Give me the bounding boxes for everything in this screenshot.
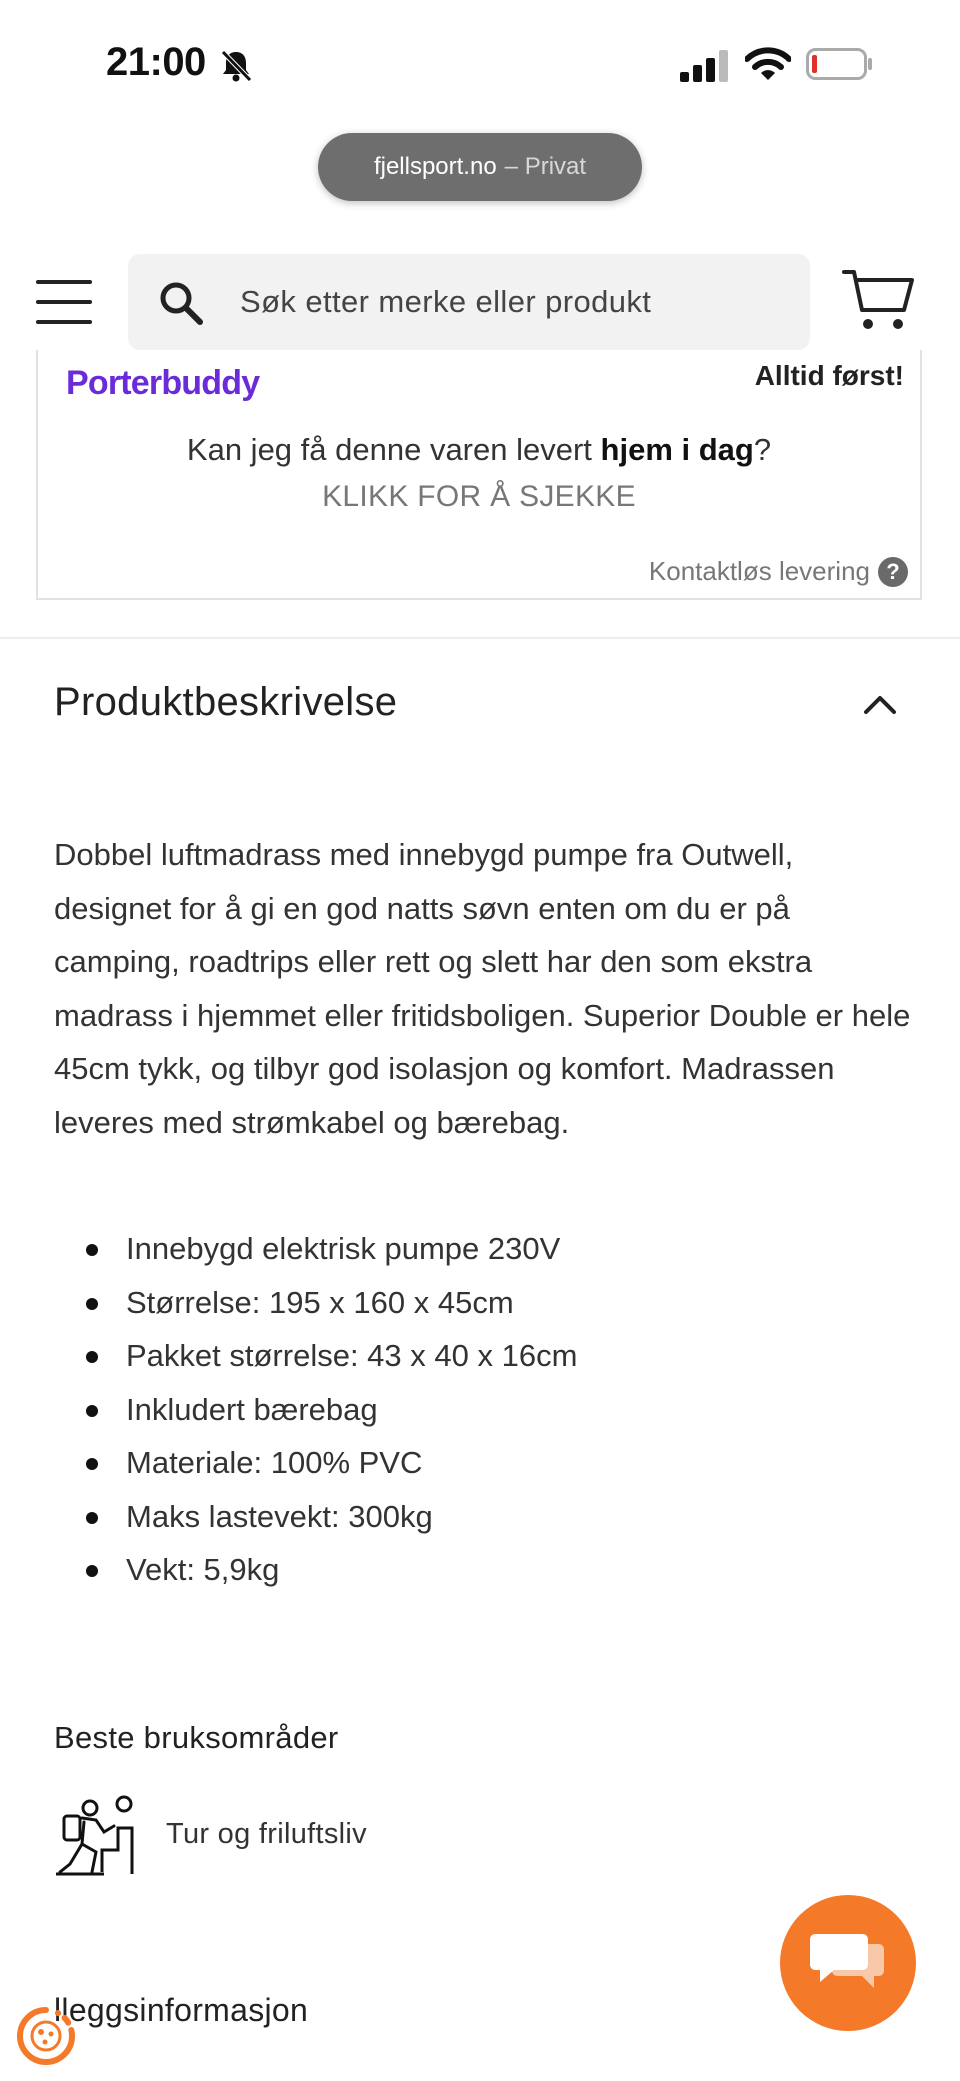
chevron-up-icon[interactable] [860,688,900,718]
check-delivery-link[interactable]: KLIKK FOR Å SJEKKE [322,480,636,513]
delivery-question [38,432,920,468]
chat-bubble-icon [808,1930,888,1996]
porterbuddy-logo: Porterbuddy [66,364,260,402]
help-icon[interactable]: ? [878,557,908,587]
browser-domain: fjellsport.no [373,153,497,180]
usage-item-label: Tur og friluftsliv [166,1818,367,1850]
cellular-signal-icon [680,50,730,82]
hiker-icon [52,1792,136,1876]
list-item: Pakket størrelse: 43 x 40 x 16cm [54,1329,914,1383]
shopping-cart-icon[interactable] [842,266,916,334]
delivery-question-suffix: ? [753,432,772,467]
list-item: Innebygd elektrisk pumpe 230V [54,1222,914,1276]
search-input[interactable] [128,254,810,350]
contactless-label: Kontaktløs levering [648,556,870,586]
delivery-question-bold: hjem i dag [600,432,754,467]
bell-slash-icon [218,48,254,84]
product-description-text: Dobbel luftmadrass med innebygd pumpe fra Outwell, designet for å gi en god natts søvn enten om du er på camping, roadtrips eller rett og slett har den som ekstra madrass i hjemmet eller fritidsboligen. Superior Double er hele 45cm tykk, og tilbyr god isolasjon og komfort. Madrassen leveres med strømkabel og bærebag. [54,837,911,1140]
search-icon [158,280,204,326]
browser-url-pill[interactable] [318,133,642,201]
delivery-question-prefix: Kan jeg få denne varen levert [186,432,601,467]
porterbuddy-tagline: Alltid først! [754,360,904,391]
list-item: Maks lastevekt: 300kg [54,1490,914,1544]
list-item: Inkludert bærebag [54,1383,914,1437]
feature-list [54,1222,914,1597]
site-header [0,250,960,350]
battery-low-icon [806,48,874,80]
list-item: Materiale: 100% PVC [54,1436,914,1490]
wifi-icon [745,46,791,82]
hamburger-menu-icon[interactable] [36,280,92,324]
section-divider [0,637,960,639]
contactless-delivery[interactable] [649,556,908,587]
list-item: Vekt: 5,9kg [54,1543,914,1597]
browser-mode: – Privat [504,153,587,180]
cookie-settings-icon[interactable] [14,2004,78,2068]
search-placeholder: Søk etter merke eller produkt [240,284,652,319]
status-bar [0,0,960,120]
extra-info-title[interactable]: lleggsinformasjon [54,1992,309,2028]
status-time: 21:00 [106,40,206,84]
product-description-title[interactable]: Produktbeskrivelse [54,680,398,724]
list-item: Størrelse: 195 x 160 x 45cm [54,1276,914,1330]
best-usage-title: Beste bruksområder [54,1720,339,1755]
chat-button[interactable] [780,1895,916,2031]
porterbuddy-widget[interactable] [36,350,922,600]
